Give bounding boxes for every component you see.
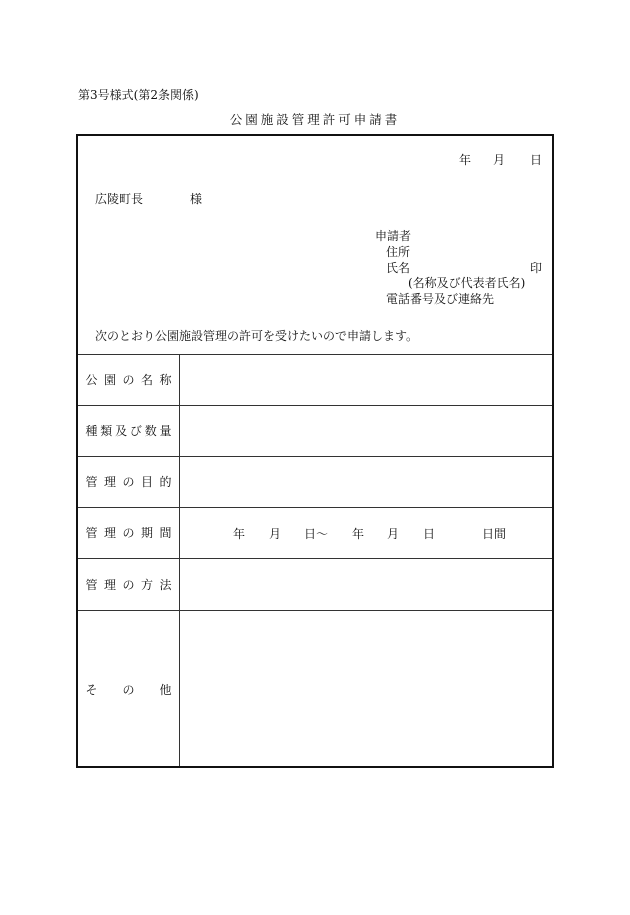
date-year: 年 [459,153,472,167]
applicant-name-label: 氏名 [386,261,411,275]
addressee-honorific: 様 [190,192,203,206]
request-statement: 次のとおり公園施設管理の許可を受けたいので申請します。 [95,329,419,343]
table-row [78,354,179,405]
table-row [78,610,179,768]
row-label-park-name: 公 園 の 名 称 [85,373,172,387]
period-end-month: 月 [387,527,400,541]
applicant-name-note: (名称及び代表者氏名) [408,276,526,290]
applicant-contact-label: 電話番号及び連絡先 [386,292,495,306]
row-label-other: そ の 他 [85,682,172,697]
period-start-day: 日〜 [304,527,329,541]
label-column-divider [179,354,180,766]
period-days: 日間 [482,527,507,541]
date-month: 月 [493,153,506,167]
date-day: 日 [530,153,543,167]
table-row [78,558,179,610]
row-label-type-quantity: 種 類 及 び 数 量 [85,424,172,438]
row-label-method: 管 理 の 方 法 [85,577,172,592]
document-title: 公園施設管理許可申請書 [229,112,401,127]
table-row [78,405,179,456]
seal-mark: 印 [530,261,543,275]
period-start-year: 年 [233,527,246,541]
period-fields [78,525,554,541]
row-label-period: 管 理 の 期 間 [85,526,172,540]
addressee-name: 広陵町長 [95,192,144,206]
table-row [78,456,179,507]
applicant-address-label: 住所 [386,245,411,259]
period-end-year: 年 [352,527,365,541]
row-label-purpose: 管 理 の 目 的 [85,475,172,489]
period-start-month: 月 [269,527,282,541]
application-form [76,134,554,768]
applicant-heading: 申請者 [375,229,412,243]
form-number: 第3号様式(第2条関係) [78,88,199,102]
period-end-day: 日 [423,527,436,541]
